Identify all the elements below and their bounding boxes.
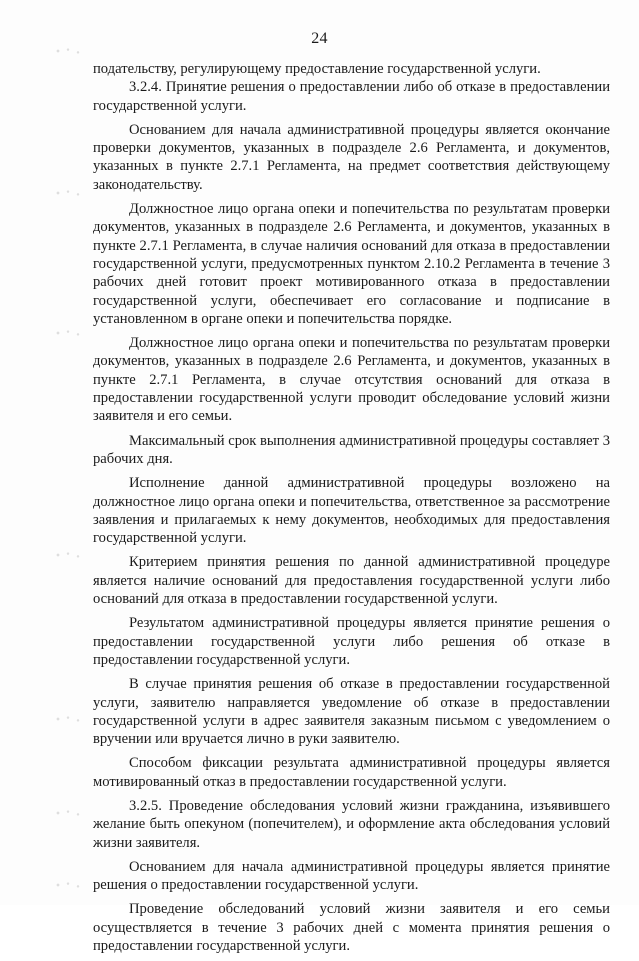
scan-artifact — [50, 548, 90, 562]
scan-artifact — [50, 878, 90, 892]
paragraph: подательству, регулирующему предоставление государственной услуги. — [93, 61, 541, 77]
document-body — [93, 60, 610, 961]
paragraph: Должностное лицо органа опеки и попечительства по результатам проверки документов, указанных в подразделе 2.6 Регламента, и документов, указанных в пункте 2.7.1 Регламента, в случае наличия оснований для отказа в предоставлении государственной услуги, предусмотренных пунктом 2.10.2 Регламента в течение 3 рабочих дней готовит проект мотивированного отказа в предоставлении государственной услуги, обеспечивает его согласование и подписание в установленном в органе опеки и попечительства порядке. — [93, 201, 610, 327]
paragraph: Максимальный срок выполнения административной процедуры составляет 3 рабочих дня. — [93, 432, 610, 467]
paragraph: Должностное лицо органа опеки и попечительства по результатам проверки документов, указанных в подразделе 2.6 Регламента, и документов, указанных в пункте 2.7.1 Регламента, в случае отсутствия оснований для отказа в предоставлении государственной услуги проводит обследование условий жизни заявителя и его семьи. — [93, 335, 610, 425]
scan-artifact — [50, 806, 90, 820]
paragraph: Способом фиксации результата административной процедуры является мотивированный отказ в предоставлении государственной услуги. — [93, 755, 610, 790]
page-number: 24 — [311, 30, 328, 47]
paragraph: Исполнение данной административной процедуры возложено на должностное лицо органа опеки и попечительства, ответственное за рассмотрение заявления и прилагаемых к нему документов, необходимых для предоставления государственной услуги. — [93, 475, 610, 547]
scan-artifact — [50, 186, 90, 200]
scan-artifact — [50, 326, 90, 340]
scan-artifact — [50, 712, 90, 726]
paragraph: Критерием принятия решения по данной административной процедуре является наличие оснований для предоставления государственной услуги либо оснований для отказа в предоставлении государственной услуги. — [93, 554, 610, 608]
paragraph: В случае принятия решения об отказе в предоставлении государственной услуги, заявителю направляется уведомление об отказе в предоставлении государственной услуги в адрес заявителя заказным письмом с уведомлением о вручении или вручается лично в руки заявителю. — [93, 676, 610, 748]
paragraph: Результатом административной процедуры является принятие решения о предоставлении государственной услуги либо решения об отказе в предоставлении государственной услуги. — [93, 615, 610, 668]
paragraph: Проведение обследований условий жизни заявителя и его семьи осуществляется в течение 3 рабочих дней с момента принятия решения о предоставлении государственной услуги. — [93, 901, 610, 955]
section-heading-3-2-5: 3.2.5. Проведение обследования условий жизни гражданина, изъявившего желание быть опекуном (попечителем), и оформление акта обследования условий жизни заявителя. — [93, 797, 610, 851]
section-heading-3-2-4: 3.2.4. Принятие решения о предоставлении либо об отказе в предоставлении государственной услуги. — [93, 79, 610, 114]
paragraph: Основанием для начала административной процедуры является окончание проверки документов, указанных в подразделе 2.6 Регламента, и документов, указанных в пункте 2.7.1 Регламента, на предмет соответствия действующему законодательству. — [93, 121, 610, 193]
paragraph: Основанием для начала административной процедуры является принятие решения о предоставлении государственной услуги. — [93, 858, 610, 894]
